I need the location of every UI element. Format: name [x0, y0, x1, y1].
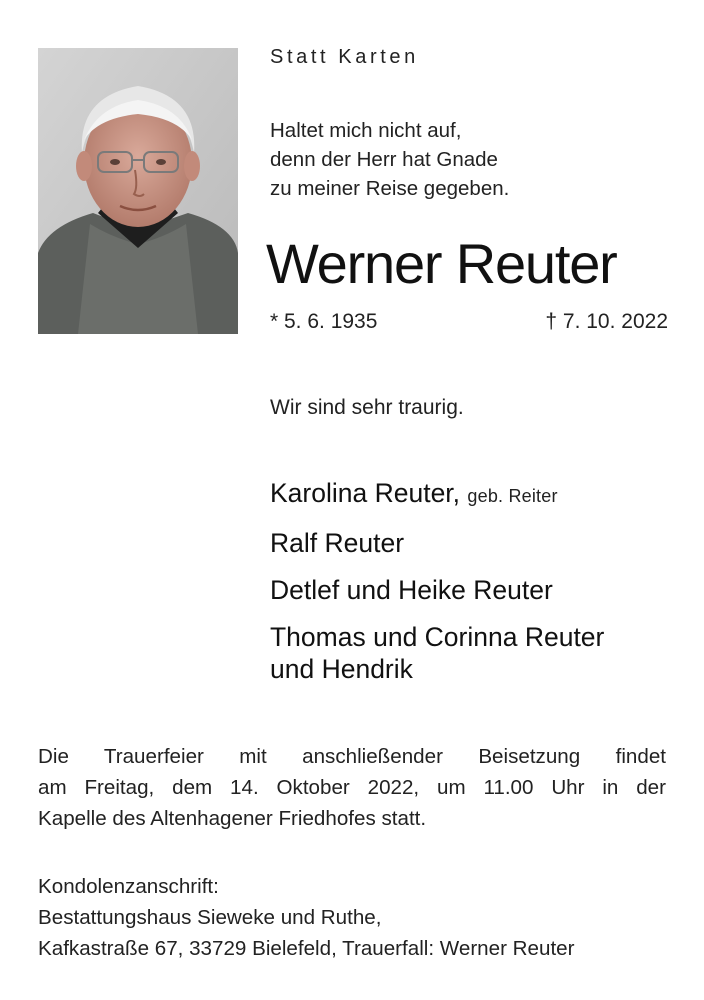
- maiden-name-note: geb. Reiter: [467, 486, 558, 506]
- family-member-continuation: und Hendrik: [270, 654, 413, 684]
- portrait-photo: [38, 48, 238, 334]
- verse: [270, 116, 509, 203]
- verse-line: denn der Herr hat Gnade: [270, 148, 498, 171]
- ceremony-info: [38, 741, 666, 834]
- family-member: Thomas und Corinna Reuter: [270, 622, 605, 652]
- verse-line: zu meiner Reise gegeben.: [270, 177, 510, 200]
- condolence-label: Kondolenzanschrift:: [38, 875, 219, 898]
- death-date: † 7. 10. 2022: [545, 310, 668, 333]
- ceremony-line: am Freitag, dem 14. Oktober 2022, um 11.00 Uhr in der: [38, 776, 666, 799]
- deceased-name: Werner Reuter: [266, 232, 617, 295]
- mourning-statement: Wir sind sehr traurig.: [270, 396, 464, 419]
- condolence-line: Kafkastraße 67, 33729 Bielefeld, Trauerfall: Werner Reuter: [38, 937, 575, 960]
- family-member-name: Karolina Reuter,: [270, 478, 461, 508]
- condolence-line: Bestattungshaus Sieweke und Ruthe,: [38, 906, 382, 929]
- heading-statt-karten: Statt Karten: [270, 46, 419, 68]
- family-list: [270, 470, 604, 685]
- birth-date: * 5. 6. 1935: [270, 310, 378, 333]
- ceremony-line: Kapelle des Altenhagener Friedhofes statt.: [38, 807, 427, 830]
- condolence-address: [38, 871, 574, 964]
- verse-line: Haltet mich nicht auf,: [270, 119, 462, 142]
- ceremony-line: Die Trauerfeier mit anschließender Beisetzung findet: [38, 745, 666, 768]
- family-member: Ralf Reuter: [270, 528, 405, 558]
- family-member: Detlef und Heike Reuter: [270, 575, 553, 605]
- family-member-widow: [270, 470, 604, 520]
